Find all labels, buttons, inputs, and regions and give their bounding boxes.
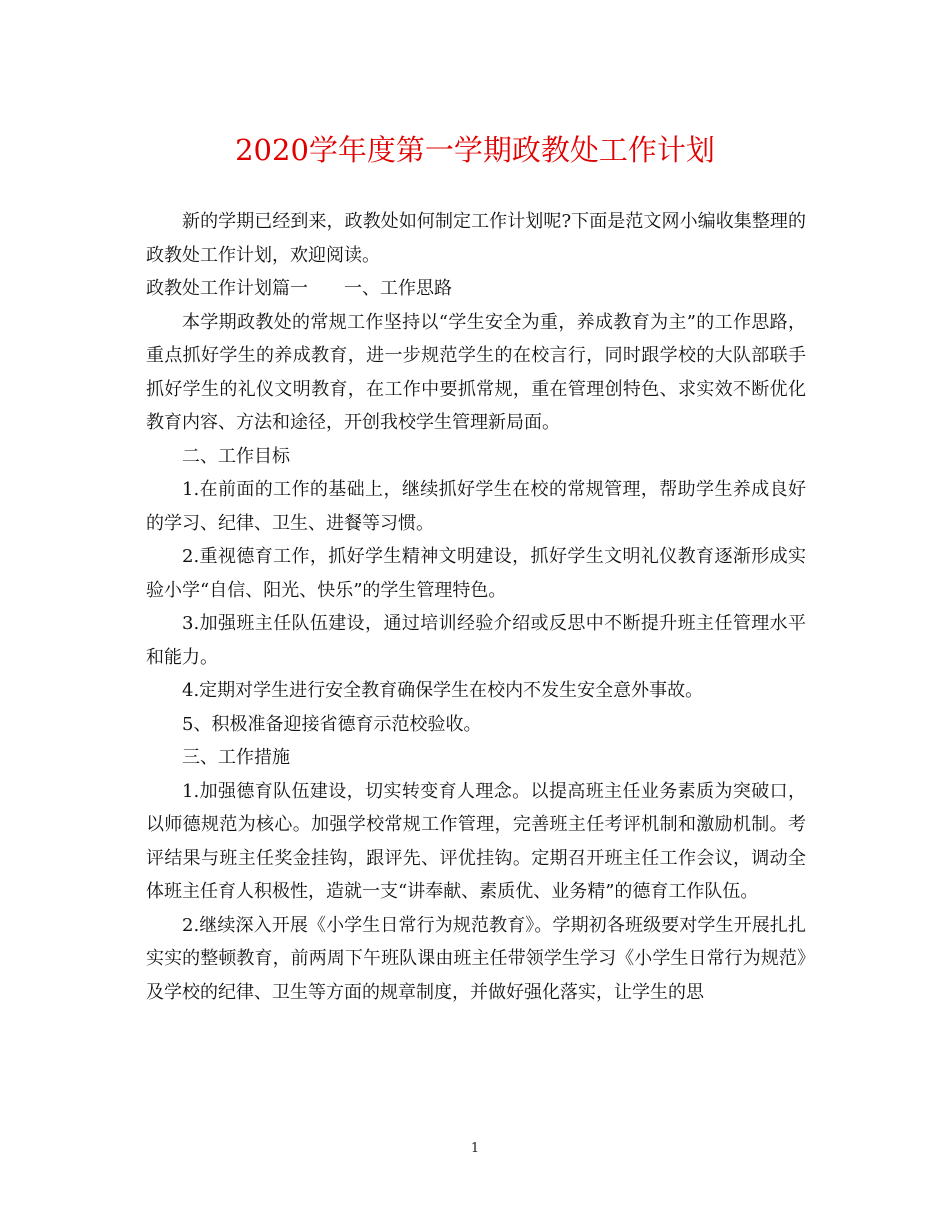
goal-item-5: 5、积极准备迎接省德育示范校验收。 xyxy=(182,713,482,735)
section-heading-goals: 二、工作目标 xyxy=(182,445,290,467)
page-number: 1 xyxy=(470,1141,480,1156)
measure-item-2: 2.继续深入开展《小学生日常行为规范教育》。学期初各班级要对学生开展扎扎实实的整顿教育，前两周下午班队课由班主任带领学生学习《小学生日常行为规范》及学校的纪律、卫生等方面的规章制度，并做好强化落实，让学生的思 xyxy=(146,914,806,1003)
goal-item-1: 1.在前面的工作的基础上，继续抓好学生在校的常规管理，帮助学生养成良好的学习、纪律、卫生、进餐等习惯。 xyxy=(146,479,806,534)
goal-item-4: 4.定期对学生进行安全教育确保学生在校内不发生安全意外事故。 xyxy=(182,680,704,701)
work-approach-paragraph: 本学期政教处的常规工作坚持以“学生安全为重，养成教育为主”的工作思路，重点抓好学生的养成教育，进一步规范学生的在校言行，同时跟学校的大队部联手抓好学生的礼仪文明教育，在工作中要抓常规，重在管理创特色、求实效不断优化教育内容、方法和途径，开创我校学生管理新局面。 xyxy=(146,311,806,433)
measure-item-1: 1.加强德育队伍建设，切实转变育人理念。以提高班主任业务素质为突破口，以师德规范为核心。加强学校常规工作管理，完善班主任考评机制和激励机制。考评结果与班主任奖金挂钩，跟评先、评优挂钩。定期召开班主任工作会议，调动全体班主任育人积极性，造就一支“讲奉献、素质优、业务精”的德育工作队伍。 xyxy=(146,780,806,902)
goal-item-2: 2.重视德育工作，抓好学生精神文明建设，抓好学生文明礼仪教育逐渐形成实验小学“自信、阳光、快乐”的学生管理特色。 xyxy=(146,546,806,601)
intro-paragraph: 新的学期已经到来，政教处如何制定工作计划呢?下面是范文网小编收集整理的政教处工作计划，欢迎阅读。 xyxy=(146,211,806,266)
section-heading-plan-one: 政教处工作计划篇一 一、工作思路 xyxy=(146,278,452,299)
goal-item-3: 3.加强班主任队伍建设，通过培训经验介绍或反思中不断提升班主任管理水平和能力。 xyxy=(146,613,806,668)
document-title: 2020学年度第一学期政教处工作计划 xyxy=(235,133,715,167)
section-heading-measures: 三、工作措施 xyxy=(182,747,290,768)
document-body xyxy=(146,205,806,1009)
